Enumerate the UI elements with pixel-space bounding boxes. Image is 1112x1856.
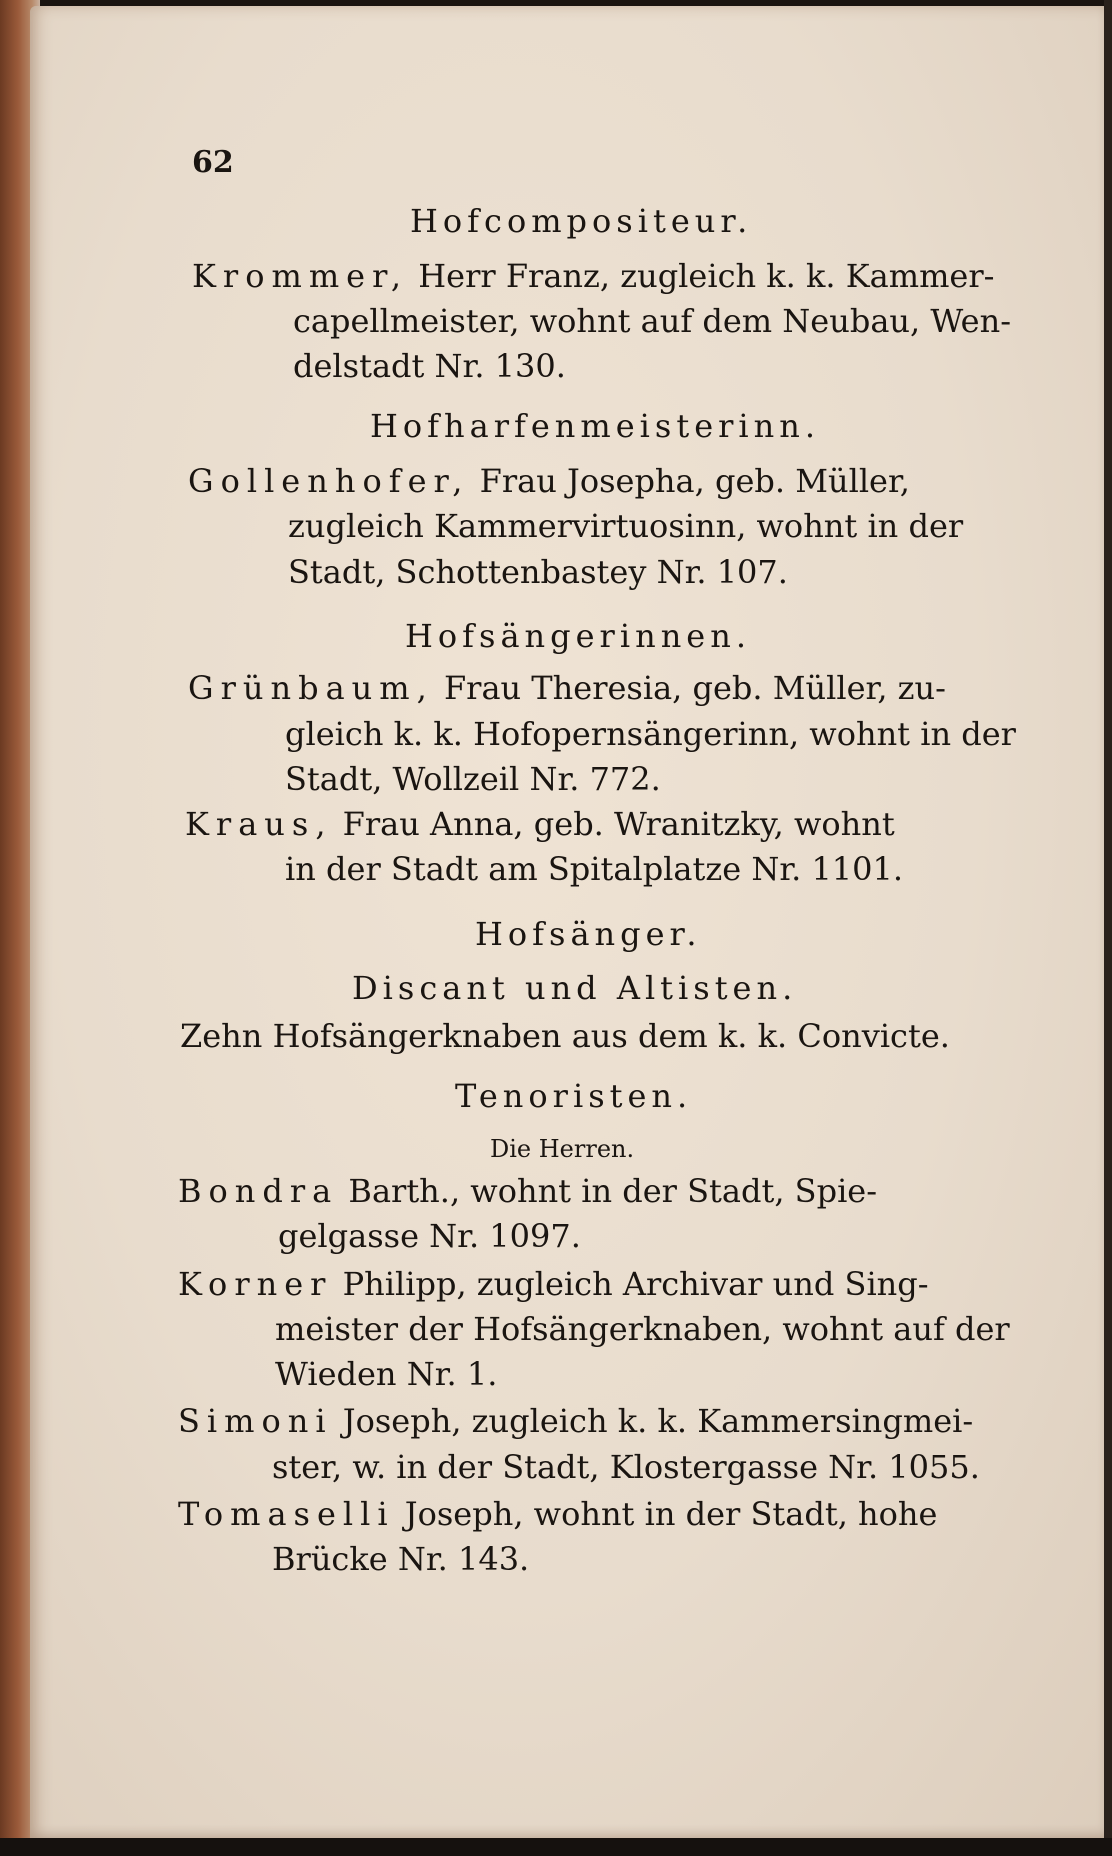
entry-line2: ster, w. in der Stadt, Klostergasse Nr. 1055. [272,1448,980,1486]
entry-line2: Brücke Nr. 143. [272,1540,530,1578]
page-bottom-edge [0,1838,1112,1856]
section-heading-tenoristen: Tenoristen. [455,1077,693,1115]
entry-line1-rest: Philipp, zugleich Archivar und Sing- [342,1265,929,1303]
entry-name: Krommer, [192,257,409,295]
section-heading-hofcompositeur: Hofcompositeur. [410,202,753,240]
entry-line3: Wieden Nr. 1. [275,1355,498,1393]
page-number: 62 [192,145,234,180]
entry-line2: in der Stadt am Spitalplatze Nr. 1101. [285,850,904,888]
entry-line1-rest: Barth., wohnt in der Stadt, Spie- [348,1172,878,1210]
entry-line3: Stadt, Schottenbastey Nr. 107. [288,553,788,591]
entry-line2: gleich k. k. Hofopernsängerinn, wohnt in der [285,715,1016,753]
section-heading-hofsaengerinnen: Hofsängerinnen. [405,617,752,655]
entry-name: Grünbaum, [188,669,434,707]
entry-line1-rest: Herr Franz, zugleich k. k. Kammer- [418,257,995,295]
subheading-die-herren: Die Herren. [490,1135,635,1163]
entry-line2: gelgasse Nr. 1097. [278,1217,581,1255]
hofsaengerknaben-line: Zehn Hofsängerknaben aus dem k. k. Convicte. [180,1017,950,1055]
entry-name: Tomaselli [178,1495,395,1533]
entry-name: Bondra [178,1172,339,1210]
entry-line1-rest: Joseph, zugleich k. k. Kammersingmei- [342,1402,974,1440]
entry-line3: Stadt, Wollzeil Nr. 772. [285,760,661,798]
entry-line2: capellmeister, wohnt auf dem Neubau, Wen- [293,302,1011,340]
entry-name: Gollenhofer, [188,462,470,500]
subheading-discant-altisten: Discant und Altisten. [352,969,798,1007]
entry-line3: delstadt Nr. 130. [293,347,566,385]
entry-line2: zugleich Kammervirtuosinn, wohnt in der [288,507,964,545]
entry-line2: meister der Hofsängerknaben, wohnt auf der [275,1310,1010,1348]
entry-name: Simoni [178,1402,333,1440]
entry-line1-rest: Joseph, wohnt in der Stadt, hohe [404,1495,938,1533]
entry-name: Kraus, [185,805,333,843]
section-heading-hofsaenger: Hofsänger. [475,915,702,953]
entry-line1-rest: Frau Theresia, geb. Müller, zu- [443,669,946,707]
entry-line1-rest: Frau Anna, geb. Wranitzky, wohnt [342,805,895,843]
entry-name: Korner [178,1265,333,1303]
entry-line1-rest: Frau Josepha, geb. Müller, [479,462,910,500]
section-heading-hofharfenmeisterinn: Hofharfenmeisterinn. [370,407,821,445]
page-right-edge [1104,0,1112,1856]
